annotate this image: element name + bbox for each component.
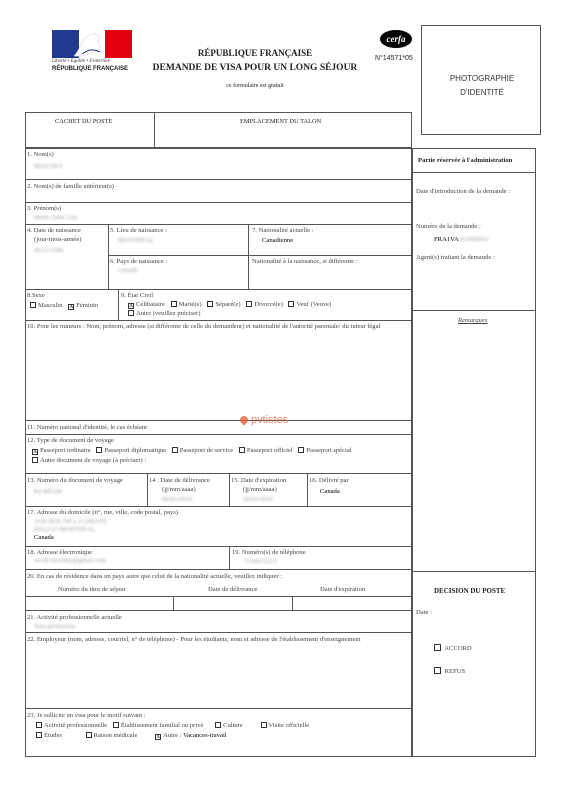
field-3-value[interactable]: Marie Anne Lise [34,214,78,221]
doc-officiel[interactable]: Passeport officiel [239,447,293,454]
purpose-autre-value: Vacances-travail [183,732,227,739]
accord-checkbox[interactable] [434,644,441,651]
cachet-label: CACHET DU POSTE [55,118,113,125]
purpose-pro[interactable]: Activité professionnelle [36,722,107,729]
doc-ordinaire[interactable]: XPasseport ordinaire [32,447,91,454]
motto: Liberté • Égalité • Fraternité [52,59,110,64]
field-7-label: 7. Nationalité actuelle : [252,227,314,234]
decision-title: DECISION DU POSTE [434,587,506,595]
photo-label: PHOTOGRAPHIE D'IDENTITÉ [449,74,515,97]
field-15-label: 15. Date d'expiration [231,477,287,484]
cerfa-number: N°14571*05 [375,55,413,62]
field-4-label: 4. Date de naissance [27,227,81,234]
field-1-label: 1. Nom(s) [27,151,54,158]
field-16-value[interactable]: Canada [320,488,340,495]
field-17-value-2[interactable]: H3G2A3 MONTRÉAL [34,526,96,533]
republic-small: RÉPUBLIQUE FRANÇAISE [52,66,129,72]
field-4-sub: (jour-mois-année) [34,236,82,243]
field-16-label: 16. Délivré par [309,477,349,484]
field-17-label: 17. Adresse du domicile (n°, rue, ville, code postal, pays) [27,509,178,516]
field-21-value[interactable]: Sans profession [34,623,75,630]
field-19-value[interactable]: 5144331221 [245,558,278,565]
field-6-value[interactable]: Canada [118,267,138,274]
field-7-value[interactable]: Canadienne [262,237,294,244]
civil-marie[interactable]: Marié(e) [171,301,202,308]
field-5-label: 5. Lieu de naissance : [110,227,167,234]
purpose-visite[interactable]: Visite officielle [261,722,310,729]
decision-date: Date : [416,609,432,616]
admin-num-label: Numéro de la demande : [416,223,481,230]
field-13-label: 13. Numéro du document de voyage [27,477,123,484]
flag-icon [52,30,132,58]
field-5-value[interactable]: MONTRÉAL [118,237,155,244]
sex-female-checkbox[interactable] [68,304,74,310]
purpose-culture[interactable]: Culture [215,722,243,729]
admin-agent: Agent(s) traitant la demande : [416,254,495,261]
field-4-value[interactable]: 06/12/1996 [34,247,64,254]
field-19-label: 19. Numéro(s) de téléphone [232,549,306,556]
field-2-label: 2. Nom(s) de famille antérieur(s) [27,183,114,190]
refus-checkbox[interactable] [434,667,441,674]
watermark: pvtistes [240,414,288,426]
field-8-label: 8.Sexe [27,292,45,299]
civil-celibataire[interactable]: XCélibataire [128,301,165,308]
residence-col-issue: Date de délivrance [208,586,258,593]
travel-doc-options [32,447,356,455]
field-7b-label: Nationalité à la naissance, si différente : [252,258,358,265]
field-14-value[interactable]: 06/02/2019 [162,496,192,503]
sex-male-option[interactable]: Masculin [30,302,63,309]
field-18-value[interactable]: nicole.beschey@gmail.com [34,557,107,564]
purpose-etudes[interactable]: Études [36,732,62,739]
field-14-sub: (jj/mm/aaaa) [162,486,196,493]
purpose-familial[interactable]: Établissement familial ou privé [113,722,204,729]
field-20-label: 20. En cas de résidence dans un pays autre que celui de la nationalité actuelle, veuillez indiquer : [27,573,283,580]
residence-col-number: Numéro du titre de séjour [58,586,126,593]
civil-divorce[interactable]: Divorcé(e) [246,301,283,308]
civil-status-options [128,301,335,309]
page-title: DEMANDE DE VISA POUR UN LONG SÉJOUR [152,63,358,73]
admin-remarques: Remarques [458,317,488,324]
field-23-label: 23. Je sollicite un visa pour le motif suivant : [27,712,146,719]
field-9-label: 9. État Civil [121,292,154,299]
talon-label: EMPLACEMENT DU TALON [240,118,322,125]
field-13-value[interactable]: KL485226 [34,488,63,495]
free-note: ce formulaire est gratuit [226,83,284,89]
marianne-logo [52,30,132,58]
purpose-row-1 [36,722,313,730]
doc-autre[interactable]: Autre document de voyage (à préciser) : [32,457,146,465]
admin-title: Partie réservée à l'administration [418,157,513,164]
photo-box [421,25,541,135]
field-22-label: 22. Employeur (nom, adresse, courriel, n° de téléphone) - Pour les étudiants, nom et adresse de l'établissement d'enseignement [27,636,361,643]
civil-autre[interactable]: Autre (veuillez préciser) [128,310,200,318]
pin-icon [238,414,249,425]
field-14-label: 14 . Date de délivrance [149,477,210,484]
field-18-label: 18. Adresse électronique [27,549,93,556]
field-15-sub: (jj/mm/aaaa) [243,486,277,493]
field-17-value-1[interactable]: 3136 RUE DE LA GIRAFE [34,518,107,525]
field-15-value[interactable]: 06/02/2029 [243,496,273,503]
doc-diplomatique[interactable]: Passeport diplomatique [96,447,166,454]
purpose-autre[interactable]: X Autre : Vacances-travail [155,732,227,739]
admin-num-value[interactable]: FRA1VA2019000001 [434,236,489,243]
field-6-label: 6. Pays de naissance : [110,258,168,265]
field-17-country[interactable]: Canada [34,534,54,541]
field-12-label: 12. Type de document de voyage [27,437,114,444]
cerfa-logo: cerfa [380,30,412,48]
field-10-label: 10. Pour les mineurs : Nom, prénom, adresse (si différente de celle du demandeur) et nationalité de l'autorité parentale/ du tuteur légal [27,323,381,330]
civil-veuf[interactable]: Veuf (Veuve) [288,301,331,308]
decision-accord[interactable]: ACCORD [434,644,472,653]
residence-col-expiry: Date d'expiration [320,586,366,593]
field-21-label: 21. Activité professionnelle actuelle [27,614,122,621]
field-1-value[interactable]: BESCHEY [34,163,64,170]
purpose-row-2 [36,732,231,740]
decision-refus[interactable]: REFUS [434,667,465,676]
admin-date-intro: Date d'introduction de la demande : [416,188,511,195]
republic-title: RÉPUBLIQUE FRANÇAISE [197,48,313,58]
sex-female-option[interactable]: X Féminin [68,302,98,309]
doc-special[interactable]: Passeport spécial [298,447,351,454]
civil-separe[interactable]: Séparé(e) [207,301,240,308]
field-3-label: 3. Prénom(s) [27,205,62,212]
purpose-medical[interactable]: Raison médicale [86,732,138,739]
field-11-label: 11. Numéro national d'identité, le cas échéant [27,424,147,431]
doc-service[interactable]: Passeport de service [172,447,233,454]
sex-male-checkbox[interactable] [30,302,36,308]
